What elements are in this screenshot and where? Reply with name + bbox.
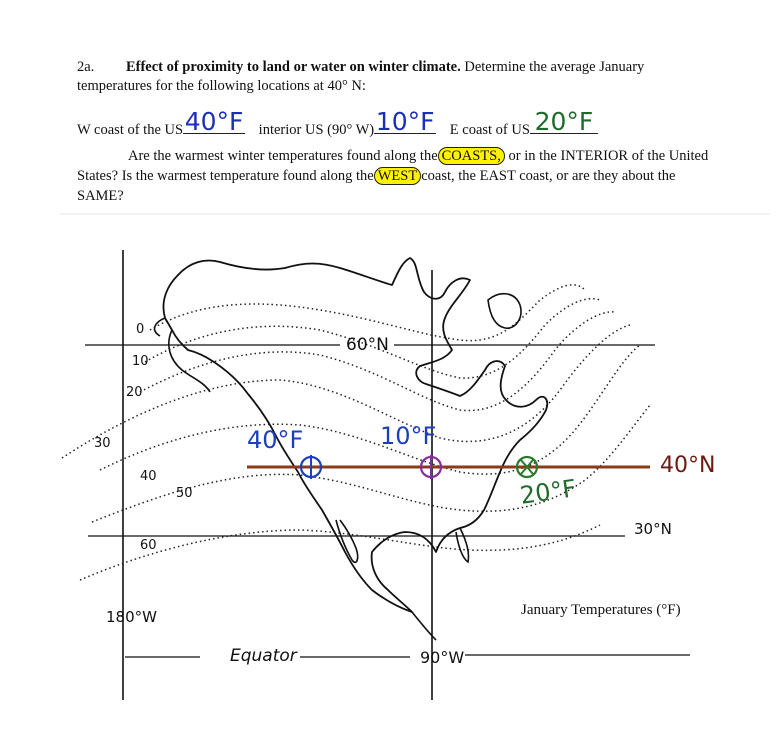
lat-30-label: 30°N [634, 520, 672, 538]
lon-180-label: 180°W [106, 608, 157, 626]
isotherm-label-20: 20 [126, 385, 143, 400]
paragraph-line-3: SAME? [77, 188, 124, 204]
para-b: or in the INTERIOR of the United [508, 148, 709, 164]
isotherm-label-30: 30 [94, 436, 111, 451]
question-intro: Determine the average January [464, 59, 645, 75]
isotherm-label-10: 10 [132, 354, 149, 369]
equator-label: Equator [230, 646, 297, 666]
lat-60-label: 60°N [346, 335, 389, 355]
alaska-tip [155, 318, 165, 336]
florida [456, 528, 469, 562]
isotherm-0 [150, 285, 585, 341]
east-coast-value: 20°F [518, 474, 579, 510]
isotherm-50 [92, 405, 650, 522]
e-coast-answer: 20°F [534, 107, 594, 136]
para-a: Are the warmest winter temperatures found along the [128, 148, 438, 164]
interior-label: interior US (90° W) [258, 122, 375, 138]
e-coast-label: E coast of US [449, 122, 530, 138]
isotherm-label-40: 40 [140, 469, 157, 484]
w-coast-label: W coast of the US [77, 122, 184, 138]
question-number: 2a. [77, 59, 95, 75]
alaska-coast [169, 330, 210, 392]
map-caption: January Temperatures (°F) [521, 602, 681, 618]
lon-90-label: 90°W [420, 648, 465, 667]
coasts-highlight: COASTS, [438, 147, 505, 165]
para-d: coast, the EAST coast, or are they about the [421, 168, 676, 184]
question-title: Effect of proximity to land or water on winter climate. [125, 59, 461, 75]
para-c: States? Is the warmest temperature found along the [77, 168, 374, 184]
isotherm-label-0: 0 [136, 322, 145, 337]
isotherm-40 [100, 345, 640, 474]
lat-40-label: 40°N [660, 453, 716, 478]
west-highlight: WEST [374, 167, 421, 185]
isotherm-label-60: 60 [140, 538, 157, 553]
interior-value: 10°F [380, 422, 437, 450]
west-coast-value: 40°F [247, 426, 304, 454]
interior-answer: 10°F [375, 107, 435, 136]
isotherm-label-50: 50 [176, 486, 193, 501]
w-coast-answer: 40°F [184, 107, 244, 136]
question-line-2: temperatures for the following locations at 40° N: [77, 78, 366, 94]
